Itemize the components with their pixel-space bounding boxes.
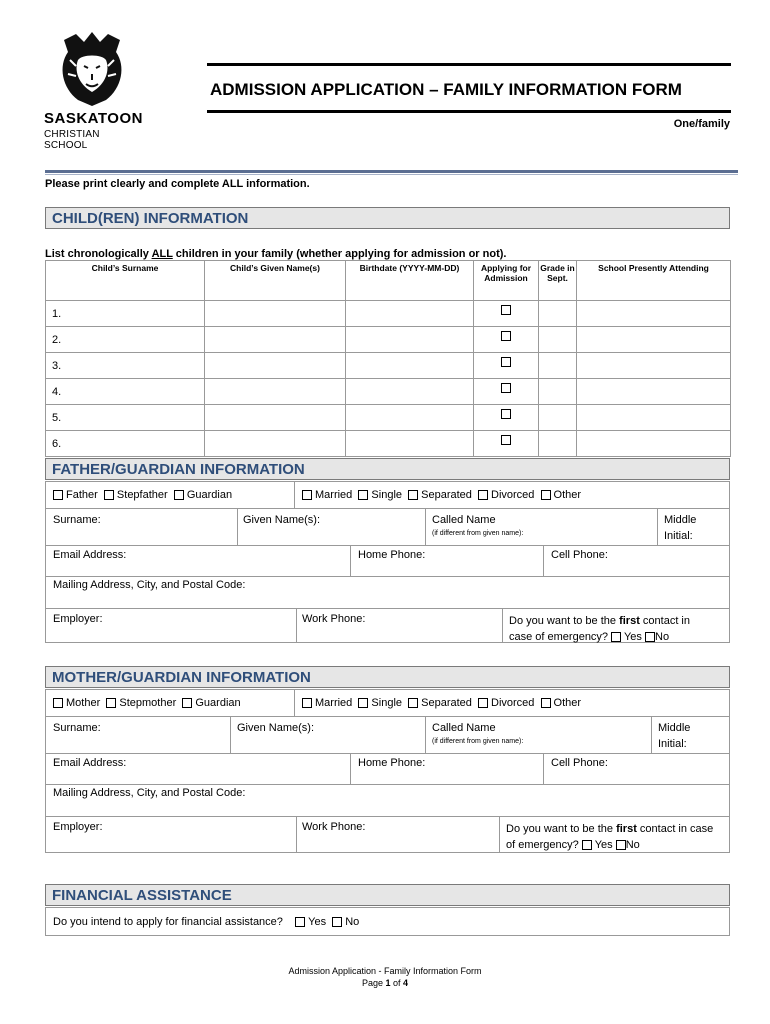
- instructions-text: Please print clearly and complete ALL information.: [45, 178, 310, 190]
- question-part: Do you want to be the: [509, 615, 620, 627]
- checkbox-icon[interactable]: [408, 698, 418, 708]
- row-divider: [45, 816, 730, 817]
- checkbox-icon[interactable]: [582, 840, 592, 850]
- instruction-part: children in your family (whether applying for admission or not).: [172, 248, 507, 260]
- father-option[interactable]: [53, 489, 98, 501]
- page-title: ADMISSION APPLICATION – FAMILY INFORMATION FORM: [210, 80, 682, 99]
- children-table: [45, 260, 731, 457]
- father-home-phone-field[interactable]: Home Phone:: [358, 549, 426, 561]
- col-divider: [296, 608, 297, 643]
- stepmother-option[interactable]: [106, 697, 176, 709]
- checkbox-icon[interactable]: [478, 490, 488, 500]
- question-part: of emergency?: [506, 839, 579, 851]
- option-label: No: [345, 916, 360, 928]
- col-divider: [543, 545, 544, 576]
- child-row: [46, 353, 731, 379]
- child-row: [46, 379, 731, 405]
- child-row: [46, 301, 731, 327]
- mother-initial-label: Initial:: [658, 738, 687, 750]
- option-label: No: [655, 631, 670, 643]
- question-text: Do you intend to apply for financial assistance?: [53, 916, 283, 928]
- option-label: Mother: [66, 697, 101, 709]
- child-school-cell[interactable]: [577, 327, 731, 353]
- stepfather-option[interactable]: [104, 489, 168, 501]
- option-label: Stepmother: [119, 697, 177, 709]
- option-label: Separated: [421, 489, 472, 501]
- child-row-number[interactable]: 3.: [46, 353, 205, 379]
- applying-checkbox[interactable]: [501, 357, 511, 367]
- father-first-contact-question: [509, 613, 690, 645]
- child-given-cell[interactable]: [205, 405, 346, 431]
- col-divider: [230, 716, 231, 753]
- father-relation-options: [53, 489, 232, 501]
- checkbox-icon[interactable]: [53, 490, 63, 500]
- child-birthdate-cell[interactable]: [346, 301, 474, 327]
- checkbox-icon[interactable]: [174, 490, 184, 500]
- child-birthdate-cell[interactable]: [346, 327, 474, 353]
- checkbox-icon[interactable]: [358, 490, 368, 500]
- child-row-number[interactable]: 2.: [46, 327, 205, 353]
- col-divider: [543, 753, 544, 784]
- mother-relation-options: [53, 697, 241, 709]
- child-school-cell[interactable]: [577, 405, 731, 431]
- mother-contact-yes[interactable]: [582, 839, 613, 851]
- option-label: Married: [315, 489, 353, 501]
- page-label: Page: [361, 978, 386, 988]
- guardian-option[interactable]: [182, 697, 240, 709]
- footer-form-name: Admission Application - Family Information Form: [288, 966, 482, 976]
- father-status-options: [302, 489, 581, 501]
- col-divider: [350, 545, 351, 576]
- checkbox-icon[interactable]: [478, 698, 488, 708]
- checkbox-icon[interactable]: [302, 698, 312, 708]
- mother-status-options: [302, 697, 581, 709]
- option-label: Single: [371, 489, 402, 501]
- mother-cell-phone-field[interactable]: Cell Phone:: [551, 757, 608, 769]
- mother-email-field[interactable]: Email Address:: [53, 757, 127, 769]
- title-rule-bottom: [207, 110, 731, 113]
- child-given-cell[interactable]: [205, 431, 346, 457]
- row-divider: [45, 545, 730, 546]
- row-divider: [45, 608, 730, 609]
- option-label: Other: [553, 697, 582, 709]
- checkbox-icon[interactable]: [616, 840, 626, 850]
- instruction-emphasis: ALL: [151, 248, 173, 260]
- footer-page-number: [0, 978, 770, 988]
- option-label: Yes: [308, 916, 327, 928]
- mother-contact-no[interactable]: [616, 839, 640, 851]
- father-employer-field[interactable]: Employer:: [53, 613, 103, 625]
- child-given-cell[interactable]: [205, 379, 346, 405]
- divider-line: [45, 170, 738, 173]
- option-label: Separated: [421, 697, 472, 709]
- checkbox-icon[interactable]: [332, 917, 342, 927]
- child-school-cell[interactable]: [577, 353, 731, 379]
- question-part: contact in case: [636, 823, 714, 835]
- col-header-birthdate: Birthdate (YYYY-MM-DD): [346, 261, 474, 301]
- married-option[interactable]: [302, 697, 352, 709]
- child-row-number[interactable]: 5.: [46, 405, 205, 431]
- applying-checkbox[interactable]: [501, 435, 511, 445]
- col-divider: [499, 816, 500, 853]
- option-label: Divorced: [491, 697, 535, 709]
- child-school-cell[interactable]: [577, 301, 731, 327]
- checkbox-icon[interactable]: [408, 490, 418, 500]
- col-divider: [237, 508, 238, 545]
- col-divider: [502, 608, 503, 643]
- child-row: [46, 431, 731, 457]
- child-row: [46, 327, 731, 353]
- col-divider: [350, 753, 351, 784]
- question-part: case of emergency?: [509, 631, 609, 643]
- mother-employer-field[interactable]: Employer:: [53, 821, 103, 833]
- row-divider: [45, 508, 730, 509]
- school-logo: [44, 30, 144, 151]
- col-divider: [296, 816, 297, 853]
- father-email-field[interactable]: Email Address:: [53, 549, 127, 561]
- called-name-note: (if different from given name):: [432, 738, 524, 745]
- logo-school-subtitle: CHRISTIAN SCHOOL: [44, 129, 100, 151]
- option-label: Guardian: [195, 697, 241, 709]
- checkbox-icon[interactable]: [611, 632, 621, 642]
- col-divider: [425, 716, 426, 753]
- child-grade-cell[interactable]: [539, 431, 577, 457]
- child-birthdate-cell[interactable]: [346, 379, 474, 405]
- option-label: Guardian: [186, 489, 233, 501]
- child-school-cell[interactable]: [577, 431, 731, 457]
- question-part: Do you want to be the: [506, 823, 617, 835]
- separated-option[interactable]: [408, 489, 472, 501]
- row-divider: [45, 753, 730, 754]
- col-header-surname: Child’s Surname: [46, 261, 205, 301]
- married-option[interactable]: [302, 489, 352, 501]
- divider-line-thin: [45, 174, 738, 175]
- row-divider: [45, 576, 730, 577]
- option-label: No: [625, 839, 640, 851]
- mother-work-phone-field[interactable]: Work Phone:: [302, 821, 366, 833]
- question-emphasis: first: [619, 615, 640, 627]
- option-label: Single: [371, 697, 402, 709]
- father-middle-label[interactable]: Middle: [664, 514, 697, 526]
- divorced-option[interactable]: [478, 489, 534, 501]
- option-label: Father: [66, 489, 98, 501]
- called-name-note: (if different from given name):: [432, 530, 524, 537]
- financial-no-option[interactable]: [332, 916, 359, 928]
- separated-option[interactable]: [408, 697, 472, 709]
- instruction-part: List chronologically: [45, 248, 152, 260]
- lion-crest-icon: [56, 30, 128, 108]
- col-header-applying: Applying for Admission: [474, 261, 539, 301]
- child-given-cell[interactable]: [205, 301, 346, 327]
- option-label: Divorced: [491, 489, 535, 501]
- father-cell-phone-field[interactable]: Cell Phone:: [551, 549, 608, 561]
- financial-assistance-question: [53, 916, 359, 928]
- mother-middle-label[interactable]: Middle: [658, 722, 691, 734]
- mother-mailing-address-field[interactable]: Mailing Address, City, and Postal Code:: [53, 787, 246, 799]
- divorced-option[interactable]: [478, 697, 534, 709]
- total-pages: 4: [403, 978, 409, 988]
- checkbox-icon[interactable]: [295, 917, 305, 927]
- option-label: Yes: [594, 839, 613, 851]
- child-grade-cell[interactable]: [539, 327, 577, 353]
- financial-section-heading: FINANCIAL ASSISTANCE: [45, 884, 730, 906]
- option-label: Yes: [623, 631, 642, 643]
- child-grade-cell[interactable]: [539, 405, 577, 431]
- applying-checkbox[interactable]: [501, 331, 511, 341]
- child-given-cell[interactable]: [205, 353, 346, 379]
- child-birthdate-cell[interactable]: [346, 431, 474, 457]
- father-surname-field[interactable]: Surname:: [53, 514, 101, 526]
- applying-checkbox[interactable]: [501, 409, 511, 419]
- child-row: [46, 405, 731, 431]
- father-contact-yes[interactable]: [611, 631, 642, 643]
- checkbox-icon[interactable]: [645, 632, 655, 642]
- father-called-name-field[interactable]: Called Name: [432, 514, 496, 526]
- row-divider: [45, 784, 730, 785]
- child-grade-cell[interactable]: [539, 379, 577, 405]
- mother-given-names-field[interactable]: Given Name(s):: [237, 722, 315, 734]
- option-label: Stepfather: [116, 489, 168, 501]
- checkbox-icon[interactable]: [358, 698, 368, 708]
- guardian-option[interactable]: [174, 489, 232, 501]
- col-divider: [294, 481, 295, 508]
- child-grade-cell[interactable]: [539, 301, 577, 327]
- financial-yes-option[interactable]: [295, 916, 326, 928]
- children-section-heading: CHILD(REN) INFORMATION: [45, 207, 730, 229]
- col-divider: [425, 508, 426, 545]
- mother-home-phone-field[interactable]: Home Phone:: [358, 757, 426, 769]
- mother-surname-field[interactable]: Surname:: [53, 722, 101, 734]
- child-birthdate-cell[interactable]: [346, 405, 474, 431]
- child-school-cell[interactable]: [577, 379, 731, 405]
- mother-section-heading: MOTHER/GUARDIAN INFORMATION: [45, 666, 730, 688]
- title-rule-top: [207, 63, 731, 66]
- col-header-given-names: Child’s Given Name(s): [205, 261, 346, 301]
- question-emphasis: first: [616, 823, 637, 835]
- question-part: contact in: [639, 615, 690, 627]
- one-family-note: One/family: [673, 118, 730, 130]
- father-given-names-field[interactable]: Given Name(s):: [243, 514, 321, 526]
- checkbox-icon[interactable]: [182, 698, 192, 708]
- father-mailing-address-field[interactable]: Mailing Address, City, and Postal Code:: [53, 579, 246, 591]
- option-label: Married: [315, 697, 353, 709]
- current-page: 1: [385, 978, 391, 988]
- checkbox-icon[interactable]: [302, 490, 312, 500]
- other-option[interactable]: [541, 489, 582, 501]
- father-work-phone-field[interactable]: Work Phone:: [302, 613, 366, 625]
- child-row-number[interactable]: 1.: [46, 301, 205, 327]
- page-label: of: [390, 978, 404, 988]
- checkbox-icon[interactable]: [53, 698, 63, 708]
- applying-checkbox[interactable]: [501, 383, 511, 393]
- option-label: Other: [553, 489, 582, 501]
- mother-called-name-field[interactable]: Called Name: [432, 722, 496, 734]
- col-header-school: School Presently Attending: [577, 261, 731, 301]
- other-option[interactable]: [541, 697, 582, 709]
- father-initial-label: Initial:: [664, 530, 693, 542]
- checkbox-icon[interactable]: [541, 698, 551, 708]
- checkbox-icon[interactable]: [106, 698, 116, 708]
- applying-checkbox[interactable]: [501, 305, 511, 315]
- logo-school-name: SASKATOON: [44, 110, 143, 127]
- single-option[interactable]: [358, 489, 402, 501]
- col-divider: [651, 716, 652, 753]
- father-section-heading: FATHER/GUARDIAN INFORMATION: [45, 458, 730, 480]
- col-divider: [657, 508, 658, 545]
- row-divider: [45, 716, 730, 717]
- child-row-number[interactable]: 4.: [46, 379, 205, 405]
- father-contact-no[interactable]: [645, 631, 669, 643]
- mother-first-contact-question: [506, 821, 713, 853]
- checkbox-icon[interactable]: [541, 490, 551, 500]
- child-given-cell[interactable]: [205, 327, 346, 353]
- child-row-number[interactable]: 6.: [46, 431, 205, 457]
- checkbox-icon[interactable]: [104, 490, 114, 500]
- mother-option[interactable]: [53, 697, 100, 709]
- col-header-grade: Grade in Sept.: [539, 261, 577, 301]
- children-list-instruction: [45, 248, 506, 260]
- child-birthdate-cell[interactable]: [346, 353, 474, 379]
- col-divider: [294, 689, 295, 716]
- single-option[interactable]: [358, 697, 402, 709]
- child-grade-cell[interactable]: [539, 353, 577, 379]
